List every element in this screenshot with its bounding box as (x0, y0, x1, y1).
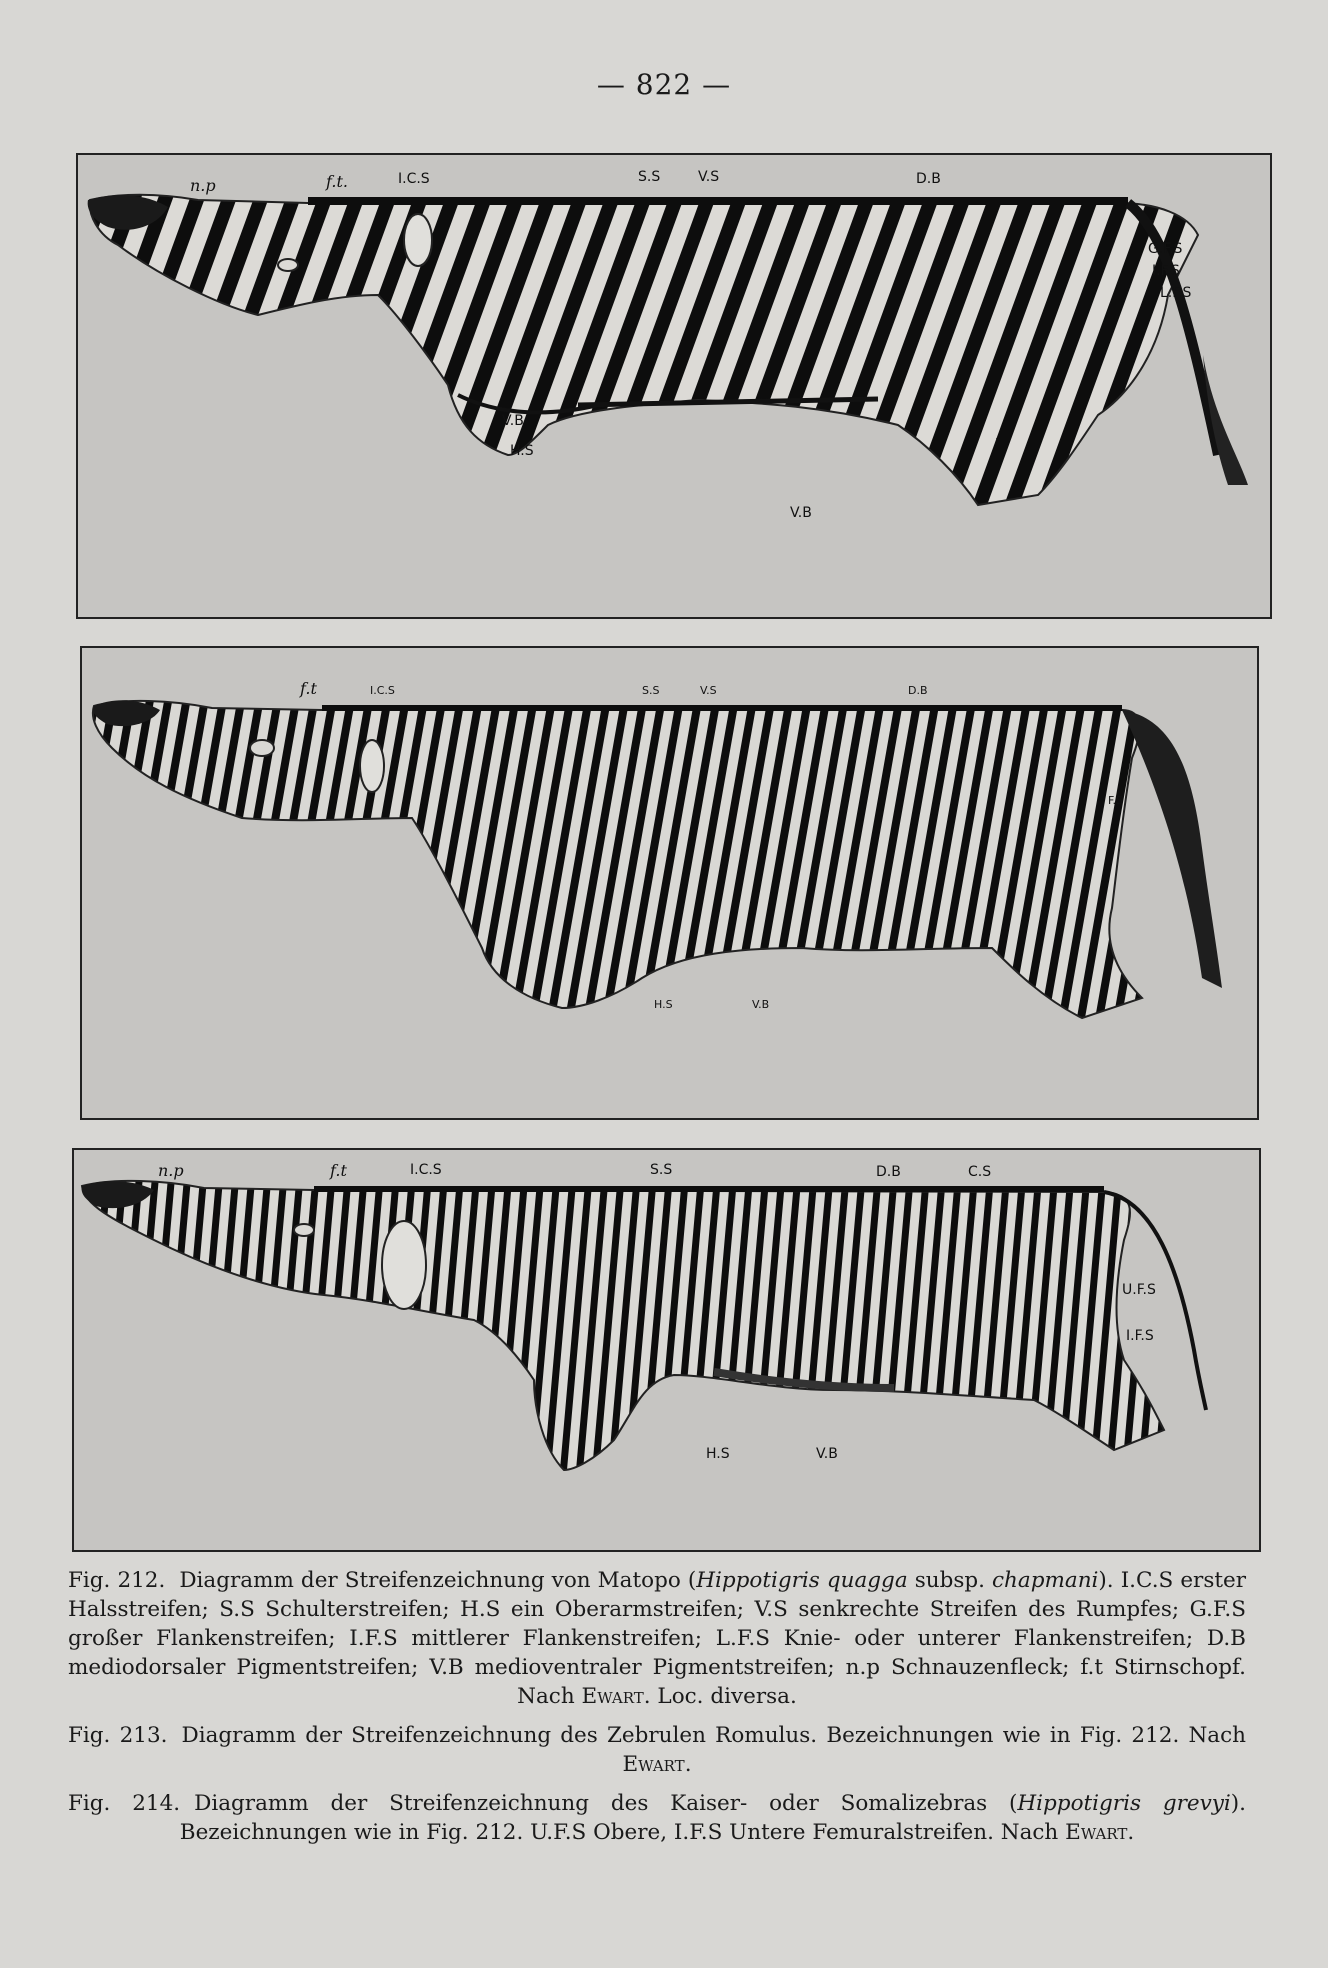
caption-fig-213: Fig. 213. Diagramm der Streifenzeichnung des Zebrulen Romulus. Bezeichnungen wie in Fig. 212. Nach Ewart. (68, 1723, 1247, 1777)
author-name: Ewart (1065, 1820, 1128, 1845)
caption-fig-214: Fig. 214. Diagramm der Streifenzeichnung des Kaiser- oder Somalizebras (Hippotigris grevyi). Bezeichnungen wie in Fig. 212. U.F.S Obere, I.F.S Untere Femuralstreifen. Nach Ewart. (68, 1791, 1246, 1845)
label-cs: C.S (968, 1164, 992, 1180)
label-ufs: U.F.S (1122, 1282, 1156, 1298)
caption-fig-212: Fig. 212. Diagramm der Streifenzeichnung von Matopo (Hippotigris quagga subsp. chapmani). I.C.S erster Halsstreifen; S.S Schulterstreifen; H.S ein Oberarmstreifen; V.S senkrechte Streifen des Rumpfes; G.F.S großer Flankenstreifen; I.F.S mittlerer Flankenstreifen; L.F.S Knie- oder unterer Flankenstreifen; D.B mediodorsaler Pigmentstreifen; V.B medioventraler Pigmentstreifen; n.p Schnauzenfleck; f.t Stirnschopf. Nach Ewart. Loc. diversa. (68, 1568, 1246, 1709)
figure-captions (68, 1566, 1246, 1857)
author-name: Ewart (622, 1752, 685, 1777)
label-hs: H.S (654, 998, 673, 1011)
label-vb-front: V.B (502, 413, 524, 429)
page-number: — 822 — (596, 68, 732, 101)
label-vb-belly: V.B (790, 505, 812, 521)
label-ics: I.C.S (398, 171, 430, 187)
label-vb: V.B (752, 998, 770, 1011)
label-vs: V.S (698, 169, 720, 185)
label-ss: S.S (642, 684, 660, 697)
label-ss: S.S (638, 169, 661, 185)
label-vb: V.B (816, 1446, 838, 1462)
label-fs: F.S (1108, 794, 1124, 807)
label-ics: I.C.S (370, 684, 395, 697)
label-ft: f.t (300, 679, 317, 698)
label-ifs: I.F.S (1126, 1328, 1154, 1344)
caption-number: Fig. 212. (68, 1568, 166, 1593)
label-ss: S.S (650, 1162, 673, 1178)
label-lfs: L.F.S (1160, 285, 1192, 301)
caption-number: Fig. 213. (68, 1723, 168, 1748)
caption-number: Fig. 214. (68, 1791, 181, 1816)
zebra-diagram-matopo (78, 155, 1270, 617)
author-name: Ewart (581, 1684, 644, 1709)
label-vs: V.S (700, 684, 717, 697)
label-ft: f.t (330, 1161, 347, 1180)
label-hs: H.S (510, 443, 534, 459)
label-ics: I.C.S (410, 1162, 442, 1178)
label-ifs: I.F.S (1152, 263, 1180, 279)
label-np: n.p (190, 176, 216, 195)
species-name: Hippotigris grevyi (1017, 1791, 1231, 1816)
subspecies-name: chapmani (992, 1568, 1099, 1593)
label-db: D.B (876, 1164, 901, 1180)
species-name: Hippotigris quagga (696, 1568, 908, 1593)
label-gfs: G.F.S (1148, 241, 1183, 257)
figure-214-diagram (72, 1148, 1261, 1552)
label-hs: H.S (706, 1446, 730, 1462)
label-db: D.B (908, 684, 928, 697)
zebra-diagram-grevyi (74, 1150, 1259, 1550)
figure-213-diagram (80, 646, 1259, 1120)
label-np: n.p (158, 1161, 184, 1180)
zebra-diagram-romulus (82, 648, 1257, 1118)
figure-212-diagram (76, 153, 1272, 619)
label-ft: f.t. (326, 172, 348, 191)
label-db: D.B (916, 171, 941, 187)
